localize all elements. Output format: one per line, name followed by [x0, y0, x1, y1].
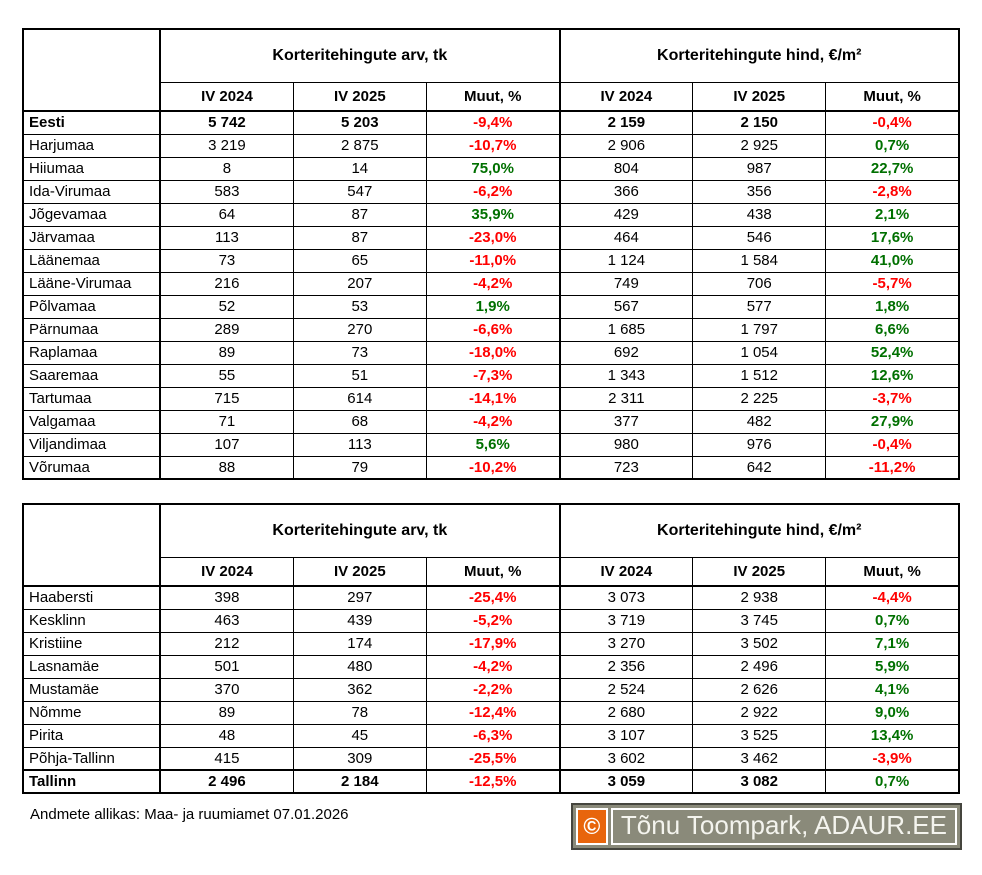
value-cell: 73	[160, 249, 293, 272]
districts-table-body	[23, 586, 959, 793]
value-cell: 366	[560, 180, 693, 203]
value-cell: 1 797	[693, 318, 826, 341]
region-cell: Kristiine	[23, 632, 160, 655]
column-header: IV 2024	[160, 82, 293, 111]
change-cell: 2,1%	[826, 203, 959, 226]
region-cell: Saaremaa	[23, 364, 160, 387]
change-cell: -0,4%	[826, 433, 959, 456]
value-cell: 53	[293, 295, 426, 318]
table-row	[23, 609, 959, 632]
value-cell: 87	[293, 203, 426, 226]
watermark-text: Tõnu Toompark, ADAUR.EE	[611, 808, 957, 845]
region-cell: Tartumaa	[23, 387, 160, 410]
region-cell: Viljandimaa	[23, 433, 160, 456]
value-cell: 3 719	[560, 609, 693, 632]
table-row	[23, 770, 959, 793]
region-cell: Põhja-Tallinn	[23, 747, 160, 770]
column-header: Muut, %	[426, 82, 559, 111]
value-cell: 2 626	[693, 678, 826, 701]
value-cell: 2 524	[560, 678, 693, 701]
change-cell: -6,3%	[426, 724, 559, 747]
region-cell: Valgamaa	[23, 410, 160, 433]
region-cell: Harjumaa	[23, 134, 160, 157]
value-cell: 3 219	[160, 134, 293, 157]
value-cell: 3 082	[693, 770, 826, 793]
change-cell: 5,9%	[826, 655, 959, 678]
change-cell: -4,2%	[426, 410, 559, 433]
value-cell: 2 159	[560, 111, 693, 134]
change-cell: -2,8%	[826, 180, 959, 203]
value-cell: 2 356	[560, 655, 693, 678]
change-cell: -18,0%	[426, 341, 559, 364]
table-row	[23, 157, 959, 180]
change-cell: 22,7%	[826, 157, 959, 180]
value-cell: 980	[560, 433, 693, 456]
value-cell: 987	[693, 157, 826, 180]
region-cell: Ida-Virumaa	[23, 180, 160, 203]
change-cell: 12,6%	[826, 364, 959, 387]
table-row	[23, 678, 959, 701]
value-cell: 88	[160, 456, 293, 479]
change-cell: -6,6%	[426, 318, 559, 341]
value-cell: 362	[293, 678, 426, 701]
region-cell: Läänemaa	[23, 249, 160, 272]
table-row	[23, 272, 959, 295]
value-cell: 2 938	[693, 586, 826, 609]
region-cell: Järvamaa	[23, 226, 160, 249]
value-cell: 270	[293, 318, 426, 341]
change-cell: -17,9%	[426, 632, 559, 655]
value-cell: 577	[693, 295, 826, 318]
change-cell: 13,4%	[826, 724, 959, 747]
value-cell: 3 270	[560, 632, 693, 655]
value-cell: 174	[293, 632, 426, 655]
value-cell: 3 602	[560, 747, 693, 770]
value-cell: 415	[160, 747, 293, 770]
change-cell: 7,1%	[826, 632, 959, 655]
table-row	[23, 456, 959, 479]
value-cell: 642	[693, 456, 826, 479]
region-cell: Võrumaa	[23, 456, 160, 479]
table-row	[23, 387, 959, 410]
value-cell: 547	[293, 180, 426, 203]
value-cell: 289	[160, 318, 293, 341]
value-cell: 87	[293, 226, 426, 249]
value-cell: 976	[693, 433, 826, 456]
region-cell: Kesklinn	[23, 609, 160, 632]
value-cell: 692	[560, 341, 693, 364]
column-header: IV 2025	[293, 82, 426, 111]
value-cell: 1 685	[560, 318, 693, 341]
group-header-count: Korteritehingute arv, tk	[160, 504, 559, 557]
value-cell: 464	[560, 226, 693, 249]
column-header: IV 2024	[160, 557, 293, 586]
region-cell: Pirita	[23, 724, 160, 747]
region-cell: Mustamäe	[23, 678, 160, 701]
column-header: IV 2025	[293, 557, 426, 586]
region-cell: Nõmme	[23, 701, 160, 724]
change-cell: 1,9%	[426, 295, 559, 318]
value-cell: 3 107	[560, 724, 693, 747]
region-cell: Põlvamaa	[23, 295, 160, 318]
value-cell: 398	[160, 586, 293, 609]
table-row	[23, 203, 959, 226]
change-cell: -10,2%	[426, 456, 559, 479]
group-header-row	[23, 29, 959, 82]
table-row	[23, 180, 959, 203]
table-row	[23, 655, 959, 678]
value-cell: 8	[160, 157, 293, 180]
value-cell: 2 925	[693, 134, 826, 157]
value-cell: 438	[693, 203, 826, 226]
value-cell: 113	[160, 226, 293, 249]
value-cell: 356	[693, 180, 826, 203]
change-cell: -2,2%	[426, 678, 559, 701]
value-cell: 439	[293, 609, 426, 632]
column-header: IV 2024	[560, 82, 693, 111]
value-cell: 3 073	[560, 586, 693, 609]
table-row	[23, 747, 959, 770]
value-cell: 482	[693, 410, 826, 433]
change-cell: -23,0%	[426, 226, 559, 249]
value-cell: 2 906	[560, 134, 693, 157]
table-row	[23, 111, 959, 134]
region-cell: Tallinn	[23, 770, 160, 793]
corner-cell	[23, 504, 160, 586]
value-cell: 614	[293, 387, 426, 410]
table-row	[23, 249, 959, 272]
county-table-body	[23, 111, 959, 479]
value-cell: 2 225	[693, 387, 826, 410]
change-cell: -10,7%	[426, 134, 559, 157]
change-cell: -6,2%	[426, 180, 559, 203]
group-header-price: Korteritehingute hind, €/m²	[560, 504, 959, 557]
value-cell: 14	[293, 157, 426, 180]
change-cell: 6,6%	[826, 318, 959, 341]
column-header: IV 2025	[693, 557, 826, 586]
value-cell: 370	[160, 678, 293, 701]
value-cell: 1 124	[560, 249, 693, 272]
tallinn-districts-table	[22, 503, 960, 794]
value-cell: 3 502	[693, 632, 826, 655]
value-cell: 804	[560, 157, 693, 180]
change-cell: -0,4%	[826, 111, 959, 134]
change-cell: 27,9%	[826, 410, 959, 433]
table-row	[23, 724, 959, 747]
change-cell: 0,7%	[826, 609, 959, 632]
table-row	[23, 226, 959, 249]
value-cell: 2 496	[160, 770, 293, 793]
value-cell: 715	[160, 387, 293, 410]
region-cell: Pärnumaa	[23, 318, 160, 341]
column-header: Muut, %	[826, 82, 959, 111]
change-cell: 0,7%	[826, 770, 959, 793]
value-cell: 5 742	[160, 111, 293, 134]
change-cell: -12,4%	[426, 701, 559, 724]
value-cell: 2 680	[560, 701, 693, 724]
value-cell: 79	[293, 456, 426, 479]
value-cell: 1 054	[693, 341, 826, 364]
value-cell: 2 184	[293, 770, 426, 793]
value-cell: 207	[293, 272, 426, 295]
value-cell: 2 150	[693, 111, 826, 134]
value-cell: 78	[293, 701, 426, 724]
value-cell: 583	[160, 180, 293, 203]
value-cell: 429	[560, 203, 693, 226]
value-cell: 48	[160, 724, 293, 747]
change-cell: -4,4%	[826, 586, 959, 609]
value-cell: 377	[560, 410, 693, 433]
value-cell: 51	[293, 364, 426, 387]
value-cell: 480	[293, 655, 426, 678]
value-cell: 113	[293, 433, 426, 456]
change-cell: 5,6%	[426, 433, 559, 456]
column-header: IV 2025	[693, 82, 826, 111]
table-row	[23, 295, 959, 318]
value-cell: 546	[693, 226, 826, 249]
source-note: Andmete allikas: Maa- ja ruumiamet 07.01.2026	[30, 806, 349, 823]
change-cell: -11,2%	[826, 456, 959, 479]
region-cell: Eesti	[23, 111, 160, 134]
change-cell: 52,4%	[826, 341, 959, 364]
change-cell: -3,7%	[826, 387, 959, 410]
change-cell: -25,4%	[426, 586, 559, 609]
table-row	[23, 632, 959, 655]
region-cell: Jõgevamaa	[23, 203, 160, 226]
value-cell: 5 203	[293, 111, 426, 134]
value-cell: 68	[293, 410, 426, 433]
value-cell: 216	[160, 272, 293, 295]
change-cell: -7,3%	[426, 364, 559, 387]
table-row	[23, 410, 959, 433]
watermark-badge	[571, 803, 962, 850]
change-cell: 41,0%	[826, 249, 959, 272]
subheader-row	[23, 557, 959, 586]
value-cell: 3 745	[693, 609, 826, 632]
value-cell: 463	[160, 609, 293, 632]
value-cell: 73	[293, 341, 426, 364]
column-header: Muut, %	[826, 557, 959, 586]
value-cell: 64	[160, 203, 293, 226]
change-cell: -9,4%	[426, 111, 559, 134]
group-header-price: Korteritehingute hind, €/m²	[560, 29, 959, 82]
value-cell: 89	[160, 701, 293, 724]
subheader-row	[23, 82, 959, 111]
value-cell: 749	[560, 272, 693, 295]
value-cell: 2 875	[293, 134, 426, 157]
change-cell: -5,2%	[426, 609, 559, 632]
region-cell: Haabersti	[23, 586, 160, 609]
value-cell: 567	[560, 295, 693, 318]
value-cell: 3 462	[693, 747, 826, 770]
value-cell: 2 922	[693, 701, 826, 724]
change-cell: 4,1%	[826, 678, 959, 701]
column-header: Muut, %	[426, 557, 559, 586]
table-row	[23, 364, 959, 387]
value-cell: 501	[160, 655, 293, 678]
value-cell: 89	[160, 341, 293, 364]
column-header: IV 2024	[560, 557, 693, 586]
change-cell: 17,6%	[826, 226, 959, 249]
region-cell: Hiiumaa	[23, 157, 160, 180]
group-header-row	[23, 504, 959, 557]
change-cell: 9,0%	[826, 701, 959, 724]
value-cell: 52	[160, 295, 293, 318]
table-row	[23, 586, 959, 609]
change-cell: -25,5%	[426, 747, 559, 770]
value-cell: 297	[293, 586, 426, 609]
table-row	[23, 134, 959, 157]
table-row	[23, 433, 959, 456]
change-cell: 75,0%	[426, 157, 559, 180]
value-cell: 45	[293, 724, 426, 747]
change-cell: 35,9%	[426, 203, 559, 226]
county-table	[22, 28, 960, 480]
value-cell: 3 525	[693, 724, 826, 747]
value-cell: 212	[160, 632, 293, 655]
group-header-count: Korteritehingute arv, tk	[160, 29, 559, 82]
value-cell: 706	[693, 272, 826, 295]
value-cell: 1 584	[693, 249, 826, 272]
change-cell: -12,5%	[426, 770, 559, 793]
value-cell: 3 059	[560, 770, 693, 793]
change-cell: -4,2%	[426, 272, 559, 295]
value-cell: 1 343	[560, 364, 693, 387]
value-cell: 723	[560, 456, 693, 479]
table-row	[23, 701, 959, 724]
change-cell: -11,0%	[426, 249, 559, 272]
value-cell: 2 496	[693, 655, 826, 678]
value-cell: 309	[293, 747, 426, 770]
table-row	[23, 341, 959, 364]
change-cell: -5,7%	[826, 272, 959, 295]
value-cell: 71	[160, 410, 293, 433]
table-row	[23, 318, 959, 341]
value-cell: 1 512	[693, 364, 826, 387]
change-cell: -14,1%	[426, 387, 559, 410]
region-cell: Lääne-Virumaa	[23, 272, 160, 295]
change-cell: -4,2%	[426, 655, 559, 678]
change-cell: -3,9%	[826, 747, 959, 770]
footer	[30, 803, 962, 850]
change-cell: 0,7%	[826, 134, 959, 157]
value-cell: 55	[160, 364, 293, 387]
value-cell: 65	[293, 249, 426, 272]
value-cell: 2 311	[560, 387, 693, 410]
change-cell: 1,8%	[826, 295, 959, 318]
copyright-icon: ©	[576, 808, 608, 845]
region-cell: Lasnamäe	[23, 655, 160, 678]
region-cell: Raplamaa	[23, 341, 160, 364]
corner-cell	[23, 29, 160, 111]
value-cell: 107	[160, 433, 293, 456]
